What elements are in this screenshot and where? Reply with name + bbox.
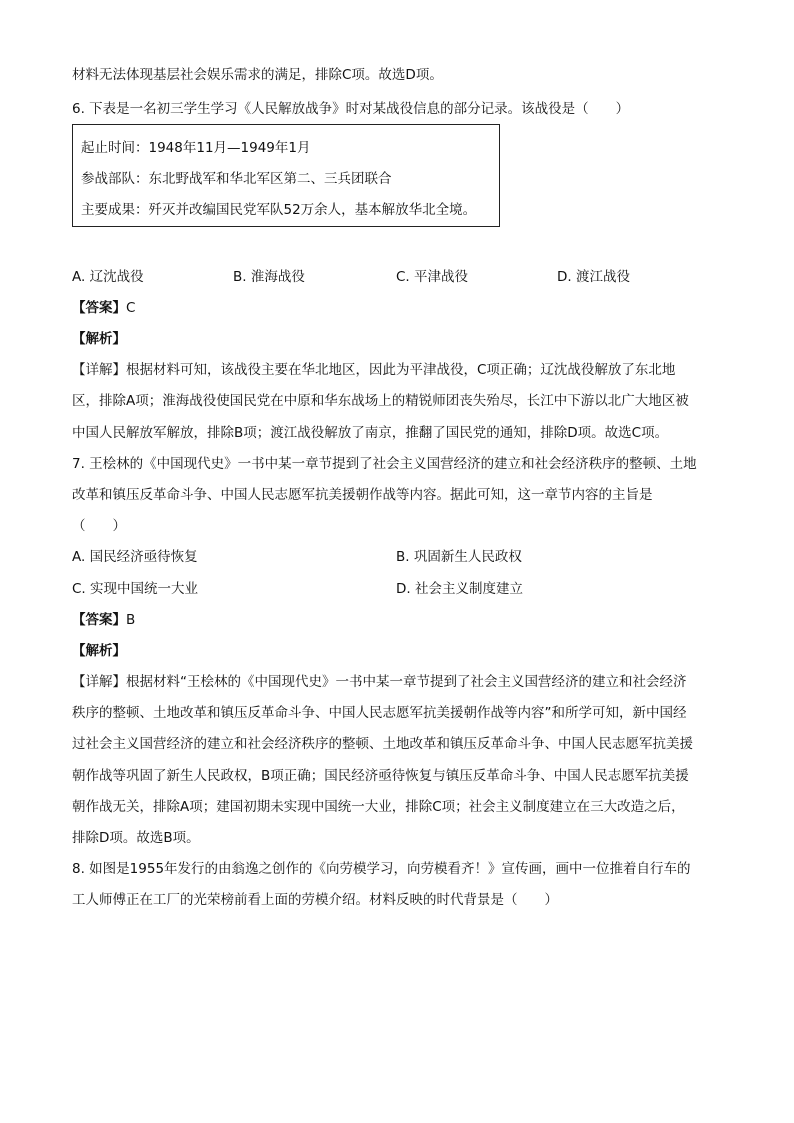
- q7-detail-line-6: 排除D项。故选B项。: [72, 830, 200, 846]
- q7-option-b: B. 巩固新生人民政权: [396, 549, 522, 565]
- q6-option-d: D. 渡江战役: [557, 269, 630, 285]
- q6-option-c: C. 平津战役: [396, 269, 469, 285]
- q6-detail-line-1: 【详解】根据材料可知，该战役主要在华北地区，因此为平津战役，C项正确；辽沈战役解放了东北地: [72, 362, 676, 378]
- q6-box-row-forces: 参战部队：东北野战军和华北军区第二、三兵团联合: [81, 171, 392, 187]
- previous-answer-tail: 材料无法体现基层社会娱乐需求的满足，排除C项。故选D项。: [72, 67, 443, 83]
- q7-option-a: A. 国民经济亟待恢复: [72, 549, 198, 565]
- q6-option-a: A. 辽沈战役: [72, 269, 144, 285]
- q6-stem: 6. 下表是一名初三学生学习《人民解放战争》时对某战役信息的部分记录。该战役是（ ）: [72, 101, 630, 117]
- q6-answer-value: C: [126, 300, 136, 316]
- q7-detail-line-2: 秩序的整顿、土地改革和镇压反革命斗争、中国人民志愿军抗美援朝作战等内容”和所学可知，新中国经: [72, 705, 687, 721]
- q7-stem-line-1: 7. 王桧林的《中国现代史》一书中某一章节提到了社会主义国营经济的建立和社会经济秩序的整顿、土地: [72, 456, 697, 472]
- q6-answer: [72, 299, 135, 317]
- q7-detail-line-4: 朝作战等巩固了新生人民政权，B项正确；国民经济亟待恢复与镇压反革命斗争、中国人民志愿军抗美援: [72, 768, 689, 784]
- q7-analysis-tag: 【解析】: [72, 643, 126, 659]
- q8-stem-line-2: 工人师傅正在工厂的光荣榜前看上面的劳模介绍。材料反映的时代背景是（ ）: [72, 892, 558, 908]
- q7-stem-line-3: （ ）: [72, 518, 126, 534]
- q7-answer-value: B: [126, 612, 136, 628]
- q6-analysis-tag: 【解析】: [72, 331, 126, 347]
- q6-detail-line-3: 中国人民解放军解放，排除B项；渡江战役解放了南京，推翻了国民党的通知，排除D项。故选C项。: [72, 425, 669, 441]
- q7-stem-line-2: 改革和镇压反革命斗争、中国人民志愿军抗美援朝作战等内容。据此可知，这一章节内容的主旨是: [72, 487, 653, 503]
- q7-detail-line-5: 朝作战无关，排除A项；建国初期未实现中国统一大业，排除C项；社会主义制度建立在三大改造之后，: [72, 799, 685, 815]
- q7-detail-line-3: 过社会主义国营经济的建立和社会经济秩序的整顿、土地改革和镇压反革命斗争、中国人民志愿军抗美援: [72, 736, 693, 752]
- q7-answer-tag: 【答案】: [72, 612, 126, 628]
- q6-detail-line-2: 区，排除A项；淮海战役使国民党在中原和华东战场上的精锐师团丧失殆尽，长江中下游以北广大地区被: [72, 393, 689, 409]
- q7-option-d: D. 社会主义制度建立: [396, 581, 523, 597]
- q7-answer: [72, 611, 135, 629]
- q7-option-c: C. 实现中国统一大业: [72, 581, 199, 597]
- q7-detail-line-1: 【详解】根据材料“王桧林的《中国现代史》一书中某一章节提到了社会主义国营经济的建立和社会经济: [72, 674, 687, 690]
- q6-record-box: [72, 124, 500, 227]
- q8-stem-line-1: 8. 如图是1955年发行的由翁逸之创作的《向劳模学习，向劳模看齐！》宣传画，画中一位推着自行车的: [72, 861, 691, 877]
- q6-answer-tag: 【答案】: [72, 300, 126, 316]
- q6-box-row-time: 起止时间：1948年11月—1949年1月: [81, 140, 311, 156]
- q6-box-row-results: 主要成果：歼灭并改编国民党军队52万余人，基本解放华北全境。: [81, 202, 477, 218]
- q6-option-b: B. 淮海战役: [233, 269, 305, 285]
